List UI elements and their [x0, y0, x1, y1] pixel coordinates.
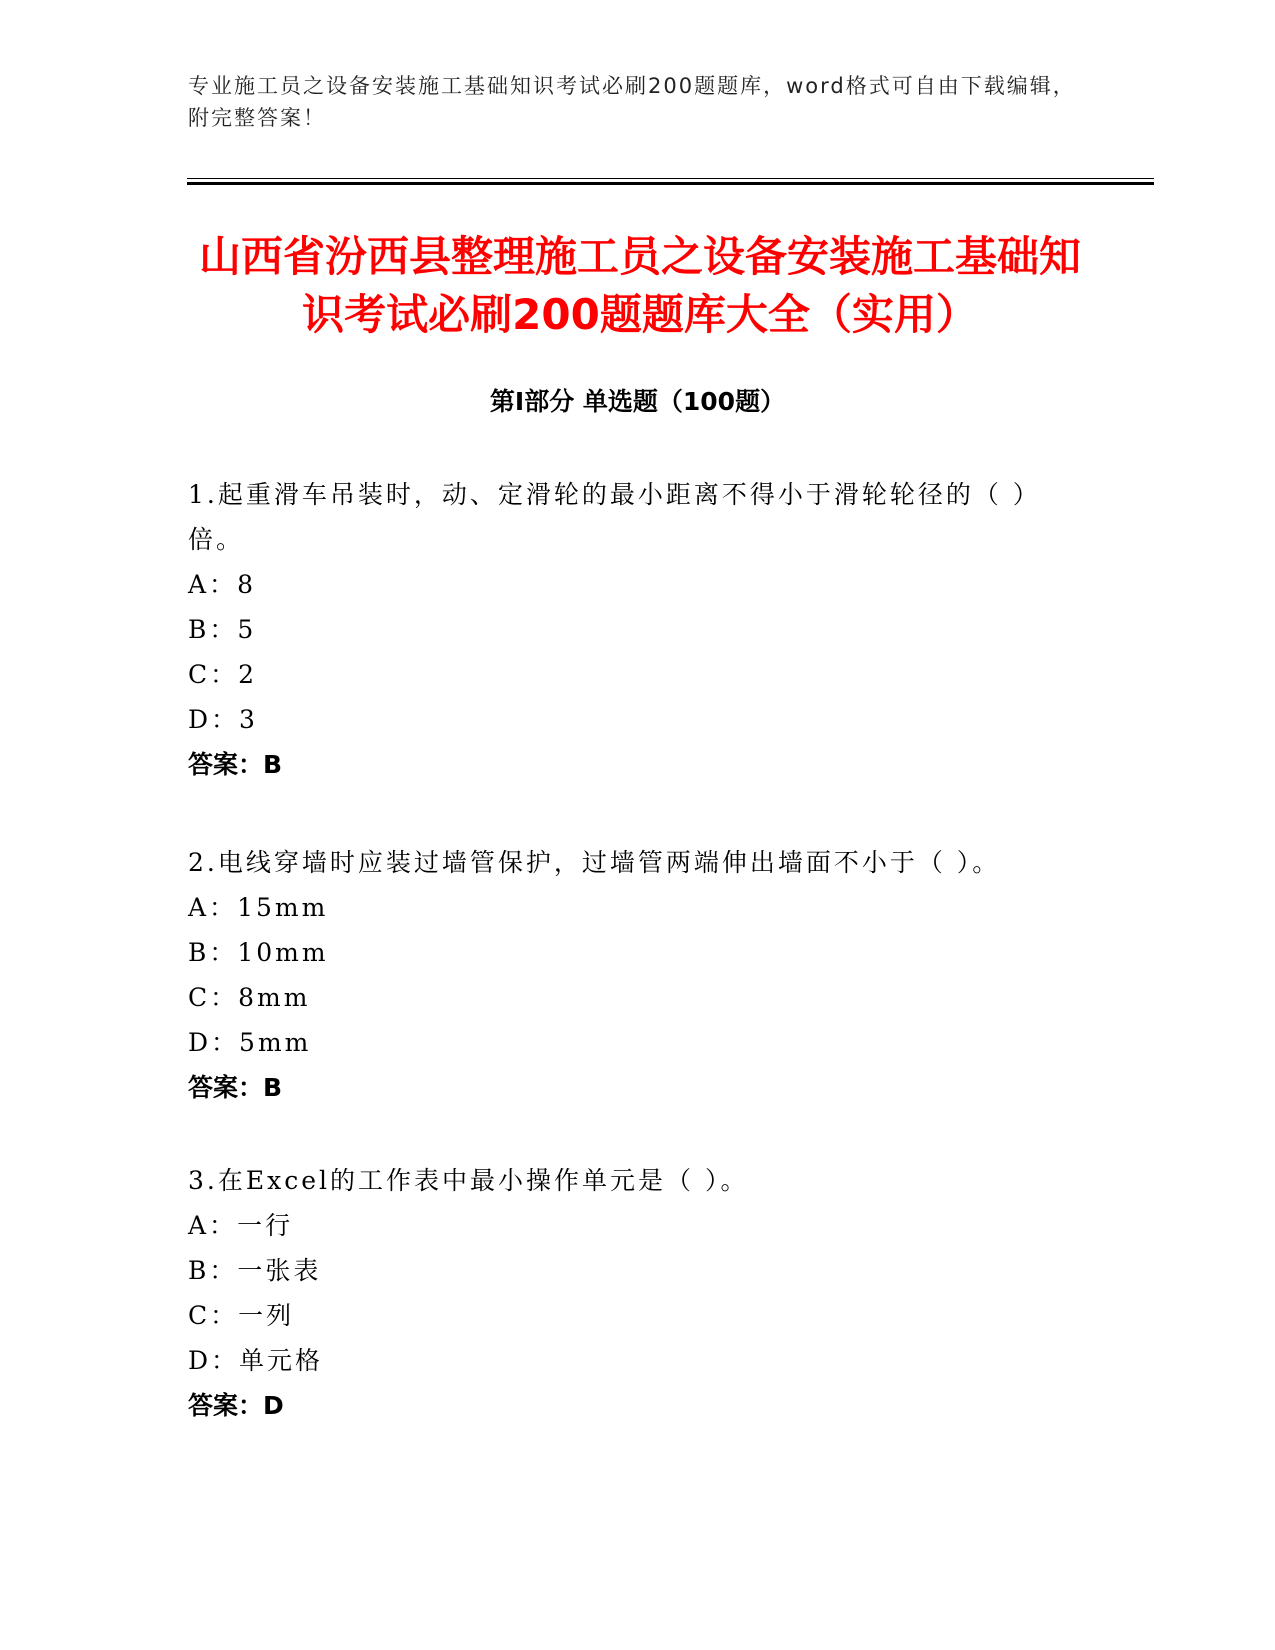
option-d — [188, 1020, 1088, 1065]
header-divider-thin — [187, 178, 1154, 179]
option-letter: C： — [188, 983, 239, 1012]
question-3 — [188, 1158, 1088, 1428]
option-letter: B： — [188, 615, 238, 644]
option-letter: D： — [188, 705, 240, 734]
option-c — [188, 975, 1088, 1020]
option-c — [188, 652, 1088, 697]
option-letter: A： — [188, 1211, 238, 1240]
answer-line: 答案：B — [188, 750, 283, 779]
option-b — [188, 607, 1088, 652]
option-text: 15mm — [237, 893, 329, 922]
option-text: 10mm — [237, 938, 329, 967]
header-note: 专业施工员之设备安装施工基础知识考试必刷200题题库，word格式可自由下载编辑，附完整答案！ — [188, 74, 1076, 130]
option-text: 3 — [239, 705, 258, 734]
option-b — [188, 1248, 1088, 1293]
question-2 — [188, 840, 1088, 1110]
document-title: 山西省汾西县整理施工员之设备安装施工基础知识考试必刷200题题库大全（实用） — [198, 232, 1081, 339]
option-a — [188, 1203, 1088, 1248]
question-stem: 2.电线穿墙时应装过墙管保护，过墙管两端伸出墙面不小于（ ）。 — [188, 848, 1001, 877]
option-d — [188, 1338, 1088, 1383]
option-text: 5mm — [239, 1028, 312, 1057]
option-a — [188, 885, 1088, 930]
option-c — [188, 1293, 1088, 1338]
option-a — [188, 562, 1088, 607]
option-letter: C： — [188, 1301, 239, 1330]
option-letter: B： — [188, 938, 238, 967]
option-text: 一列 — [238, 1301, 295, 1330]
option-letter: D： — [188, 1346, 240, 1375]
option-letter: C： — [188, 660, 239, 689]
option-text: 一行 — [237, 1211, 294, 1240]
option-text: 单元格 — [239, 1346, 324, 1375]
option-text: 8 — [237, 570, 256, 599]
question-stem: 3.在Excel的工作表中最小操作单元是（ ）。 — [188, 1166, 749, 1195]
option-text: 5 — [237, 615, 257, 644]
option-text: 8mm — [238, 983, 311, 1012]
header-divider-thick — [187, 182, 1154, 185]
option-letter: A： — [188, 570, 238, 599]
answer-line: 答案：D — [188, 1391, 284, 1420]
question-stem: 1.起重滑车吊装时，动、定滑轮的最小距离不得小于滑轮轮径的（ ）倍。 — [188, 480, 1041, 554]
option-text: 2 — [238, 660, 258, 689]
option-d — [188, 697, 1088, 742]
question-1 — [188, 472, 1088, 787]
option-letter: A： — [188, 893, 238, 922]
option-b — [188, 930, 1088, 975]
option-text: 一张表 — [237, 1256, 322, 1285]
answer-line: 答案：B — [188, 1073, 283, 1102]
section-heading: 第Ⅰ部分 单选题（100题） — [489, 387, 786, 416]
option-letter: B： — [188, 1256, 238, 1285]
option-letter: D： — [188, 1028, 240, 1057]
